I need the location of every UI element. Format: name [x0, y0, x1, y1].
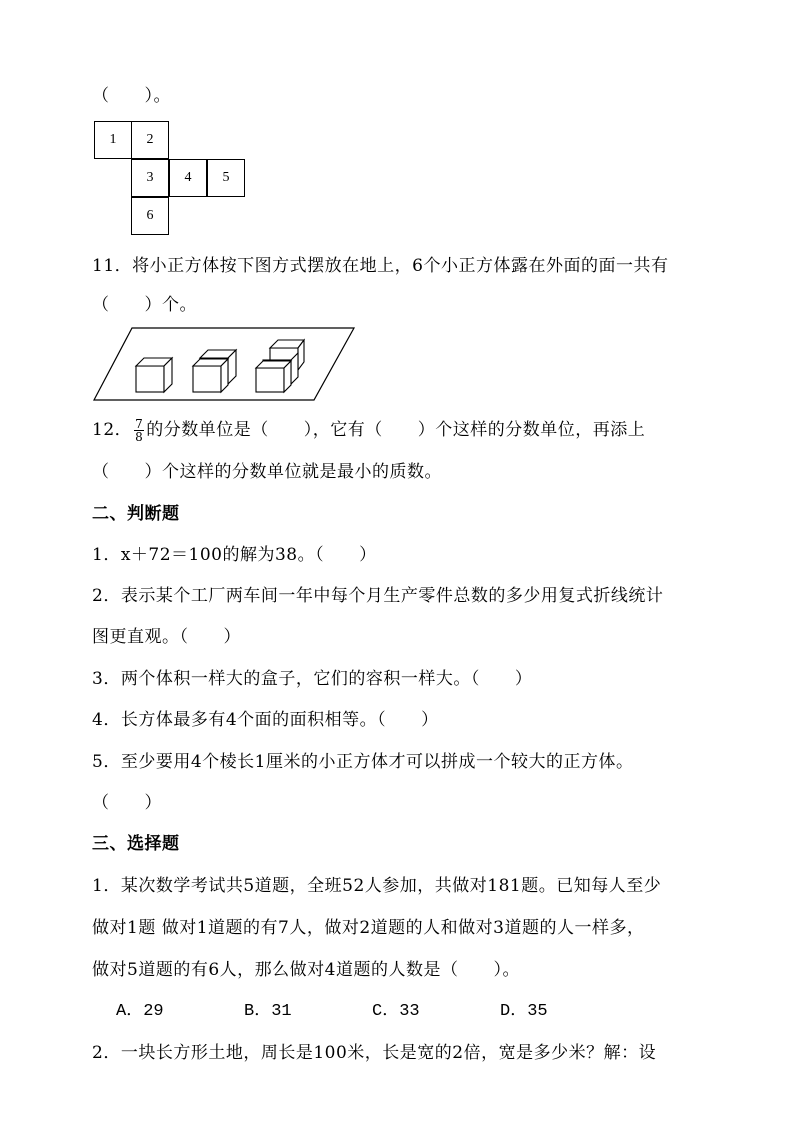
judge-item-5-line2: （ ）: [92, 793, 162, 813]
net-cell-2: 2: [131, 121, 169, 159]
judge-item-2-line1: 2．表示某个工厂两车间一年中每个月生产零件总数的多少用复式折线统计: [92, 586, 664, 606]
judge-item-4: 4．长方体最多有4个面的面积相等。（ ）: [92, 710, 439, 730]
choice-q1-line1: 1．某次数学考试共5道题，全班52人参加，共做对181题。已知每人至少: [92, 876, 662, 896]
question-11-line1: 11．将小正方体按下图方式摆放在地上，6个小正方体露在外面的面一共有: [92, 256, 669, 276]
fraction-denominator: 8: [135, 430, 144, 444]
choice-q1-line2: 做对1题 做对1道题的有7人，做对2道题的人和做对3道题的人一样多，: [92, 918, 645, 938]
section-3-title: 三、选择题: [92, 834, 180, 854]
cubes-on-ground-figure: [92, 326, 356, 402]
judge-item-1: 1．x＋72＝100的解为38。（ ）: [92, 545, 377, 565]
option-d: D．35: [500, 1002, 548, 1021]
answer-blank-line: （ ）。: [92, 86, 171, 106]
question-12-number: 12．: [92, 420, 133, 440]
option-b: B．31: [244, 1002, 292, 1021]
option-c: C．33: [372, 1002, 420, 1021]
question-12-line2: （ ）个这样的分数单位就是最小的质数。: [92, 462, 442, 482]
judge-item-5-line1: 5．至少要用4个棱长1厘米的小正方体才可以拼成一个较大的正方体。: [92, 752, 634, 772]
choice-q1-line3: 做对5道题的有6人，那么做对4道题的人数是（ ）。: [92, 960, 520, 980]
section-2-title: 二、判断题: [92, 504, 180, 524]
net-cell-6: 6: [131, 197, 169, 235]
question-12-text: 的分数单位是（ ），它有（ ）个这样的分数单位，再添上: [146, 420, 646, 440]
judge-item-3: 3．两个体积一样大的盒子，它们的容积一样大。（ ）: [92, 669, 533, 689]
question-11-line2: （ ）个。: [92, 295, 197, 315]
choice-q2-line1: 2．一块长方形土地，周长是100米，长是宽的2倍，宽是多少米？解：设: [92, 1043, 657, 1063]
question-12-line1: [92, 418, 645, 443]
option-a: A．29: [116, 1002, 164, 1021]
net-cell-5: 5: [207, 159, 245, 197]
fraction-seven-eighths: [134, 418, 144, 443]
judge-item-2-line2: 图更直观。（ ）: [92, 627, 241, 647]
net-cell-3: 3: [131, 159, 169, 197]
net-cell-1: 1: [94, 121, 132, 159]
fraction-numerator: 7: [135, 417, 144, 431]
net-cell-4: 4: [169, 159, 207, 197]
